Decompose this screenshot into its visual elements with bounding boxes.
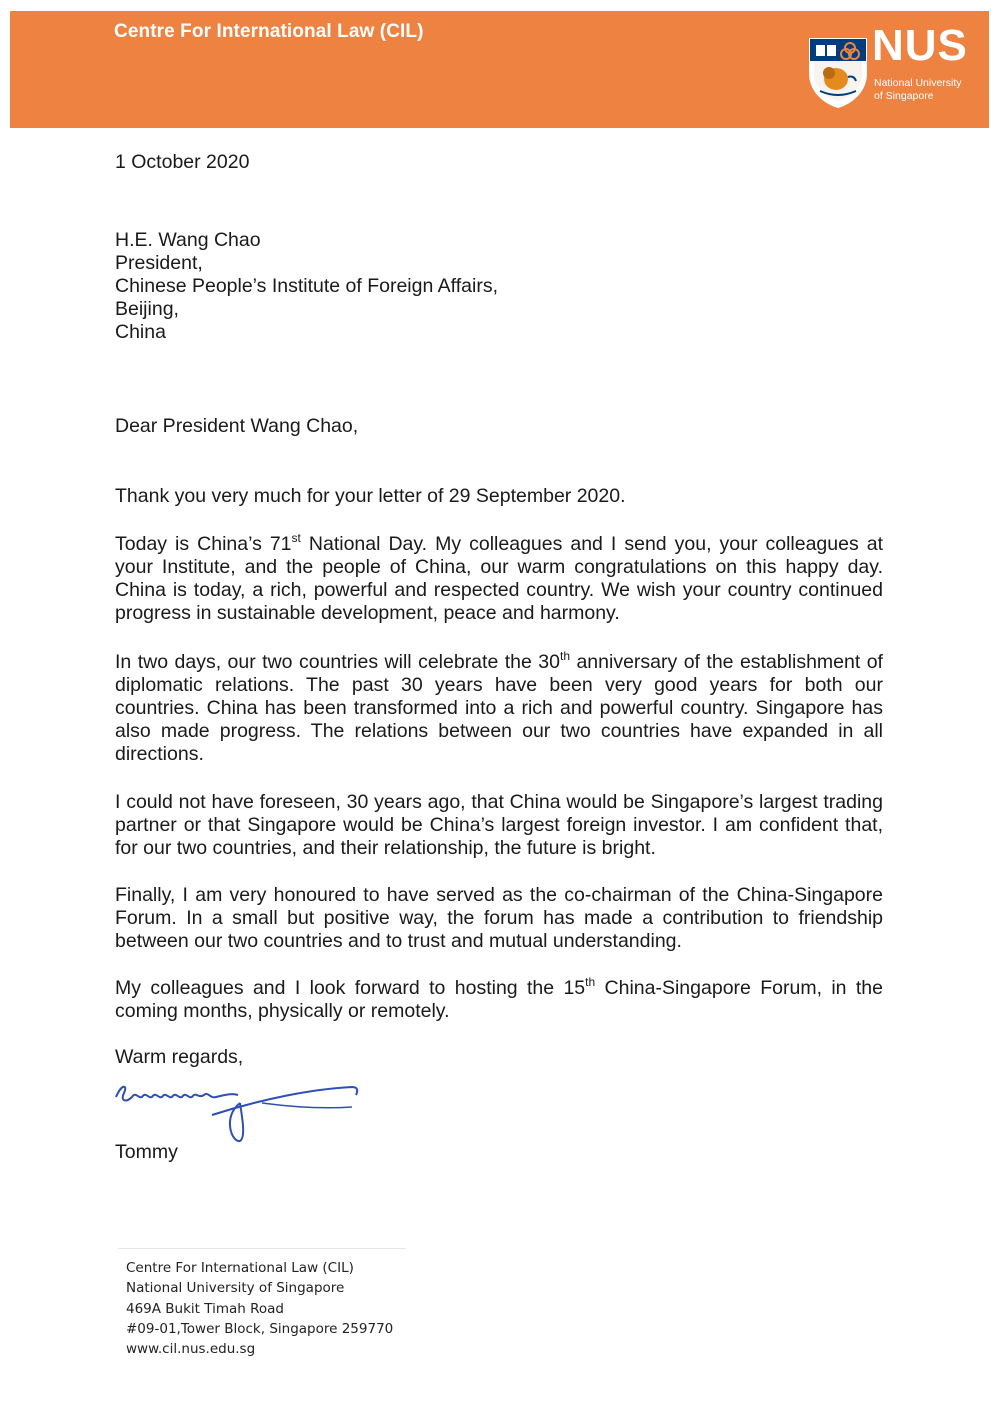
recipient-city: Beijing, — [115, 298, 179, 320]
paragraph-4: I could not have foreseen, 30 years ago, that China would be Singapore’s largest trading partner or that Singapore would be China’s largest foreign investor. I am confident that, for our two countries, and their relationship, the future is bright. — [115, 791, 883, 859]
header-banner — [10, 11, 989, 128]
nus-logo-line1: National University — [874, 77, 962, 89]
recipient-organisation: Chinese People’s Institute of Foreign Affairs, — [115, 275, 499, 297]
closing: Warm regards, — [115, 1046, 244, 1068]
nus-logo — [800, 21, 980, 115]
footer-divider — [118, 1248, 406, 1249]
footer-line-road: 469A Bukit Timah Road — [126, 1300, 284, 1317]
paragraph-2: Today is China’s 71st National Day. My colleagues and I send you, your colleagues at your Institute, and the people of China, our warm congratulations on this happy day. China is today, a rich, powerful and respected country. We wish your country continued progress in sustainable development, peace and harmony. — [115, 531, 883, 624]
letter-date: 1 October 2020 — [115, 151, 250, 173]
signatory-name: Tommy — [115, 1141, 178, 1163]
centre-title: Centre For International Law (CIL) — [114, 21, 424, 42]
paragraph-3: In two days, our two countries will celebrate the 30th anniversary of the establishment of diplomatic relations. The past 30 years have been very good years for both our countries. China has been transformed into a rich and powerful country. Singapore has also made progress. The relations between our two countries have expanded in all directions. — [115, 649, 883, 765]
footer-line-building: #09-01,Tower Block, Singapore 259770 — [126, 1320, 394, 1337]
footer-line-centre: Centre For International Law (CIL) — [126, 1260, 354, 1276]
paragraph-6: My colleagues and I look forward to hosting the 15th China-Singapore Forum, in the coming months, physically or remotely. — [115, 975, 883, 1022]
nus-crest-icon — [808, 37, 868, 109]
recipient-country: China — [115, 321, 166, 343]
nus-logo-word: NUS — [872, 21, 968, 70]
footer-address — [126, 1258, 393, 1359]
footer-line-university: National University of Singapore — [126, 1280, 345, 1297]
footer-line-website: www.cil.nus.edu.sg — [126, 1341, 256, 1358]
paragraph-1: Thank you very much for your letter of 29 September 2020. — [115, 485, 626, 507]
salutation: Dear President Wang Chao, — [115, 415, 359, 437]
nus-logo-line2: of Singapore — [874, 90, 934, 102]
signature-icon — [112, 1077, 372, 1147]
paragraph-5: Finally, I am very honoured to have served as the co-chairman of the China-Singapore Forum. In a small but positive way, the forum has made a contribution to friendship between our two countries and to trust and mutual understanding. — [115, 884, 883, 952]
recipient-name: H.E. Wang Chao — [115, 229, 261, 251]
recipient-title: President, — [115, 252, 203, 274]
